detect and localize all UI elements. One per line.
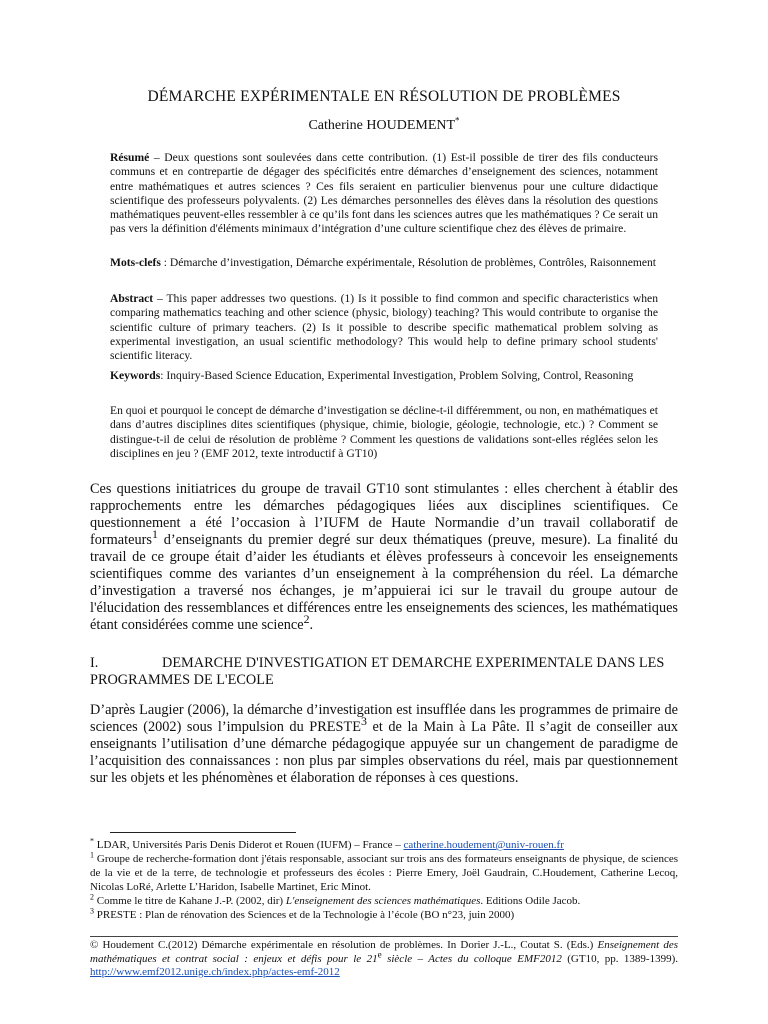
author-email-link[interactable]: catherine.houdement@univ-rouen.fr xyxy=(403,839,564,851)
footnote-2-book-title: L'enseignement des sciences mathématiques xyxy=(285,895,481,907)
paragraph-2-part-2: et de la Main à La Pâte. Il s’agit de conseiller aux enseignants l’utilisation d’une démarche pédagogique appuyée sur un changement de paradigme de l’acquisition des connaissances : non plus par simples observations du réel, mais par questionnement sur les objets et les phénomènes et élaboration de réponses à ces questions. xyxy=(90,719,678,786)
author-line xyxy=(0,115,768,134)
citation-text-2: (GT10, pp. 1389-1399). xyxy=(561,952,679,965)
footnote-star-mark: * xyxy=(90,836,94,846)
author-name: Catherine HOUDEMENT xyxy=(308,118,456,133)
citation-url-link[interactable]: http://www.emf2012.unige.ch/index.php/actes-emf-2012 xyxy=(90,966,340,978)
citation-italic-1: Enseignement des mathématiques et contrat social : enjeux et défis pour le 21 xyxy=(90,939,678,965)
citation-text-1: © Houdement C.(2012) Démarche expérimentale en résolution de problèmes. In Dorier J.-L., Coutat S. (Eds.) xyxy=(90,939,598,951)
intro-quote: En quoi et pourquoi le concept de démarche d’investigation se décline-t-il différemment, ou non, en mathématiques et dans d’autres disciplines dites scientifiques (physique, chimie, biologie, géologie, technologie, etc.) ? Comment se distingue-t-il de celui de résolution de problème ? Comment les questions de validations sont-elles réglées selon les disciplines en jeu ? (EMF 2012, texte introductif à GT10) xyxy=(110,404,658,460)
footnote-1-mark: 1 xyxy=(90,850,94,860)
footnote-star-text: LDAR, Universités Paris Denis Diderot et Rouen (IUFM) – France – xyxy=(94,839,404,851)
mots-clefs-text: : Démarche d’investigation, Démarche expérimentale, Résolution de problèmes, Contrôles, Raisonnement xyxy=(160,256,657,269)
resume-label: Résumé xyxy=(110,151,150,164)
abstract-label: Abstract xyxy=(110,292,154,305)
footnote-separator xyxy=(110,832,296,833)
section-heading-1 xyxy=(90,655,678,689)
author-footnote-mark: * xyxy=(455,115,460,126)
footnote-3 xyxy=(90,908,678,922)
citation-block xyxy=(90,939,678,980)
abstract-text: – This paper addresses two questions. (1) Is it possible to find common and specific characteristics when comparing mathematics teaching and other science (physic, biology) teaching? This would contribute to organise the scientific culture of primary teachers. (2) Is it possible to describe specific mathematical problem solving as experimental investigation, an usual scientific methodology? This would help to define primary school students' scientific literacy. xyxy=(110,292,658,363)
footnote-2-text-b: . Editions Odile Jacob. xyxy=(480,895,581,907)
mots-clefs-label: Mots-clefs xyxy=(110,256,161,269)
footnote-2-mark: 2 xyxy=(90,892,94,902)
footnote-2-text-a: Comme le titre de Kahane J.-P. (2002, dir) xyxy=(94,895,286,907)
paragraph-1-part-3: . xyxy=(309,617,314,633)
resume-paragraph xyxy=(110,151,658,237)
citation-separator xyxy=(90,936,678,937)
paragraph-1-part-2: d’enseignants du premier degré sur deux thématiques (preuve, mesure). La finalité du travail de ce groupe était d’aider les étudiants et élèves professeurs à concevoir les enseignements scientifiques comme des variantes d’un enseignement à la compréhension du réel. La démarche d’investigation a traversé nos échanges, je m’appuierai ici sur le travail du groupe autour de l'élucidation des ressemblances et différences entre les enseignements des sciences, les mathématiques étant considérées comme une science xyxy=(90,532,678,633)
paragraph-2 xyxy=(90,702,678,787)
keywords-paragraph xyxy=(110,369,658,383)
section-title: DEMARCHE D'INVESTIGATION ET DEMARCHE EXPERIMENTALE DANS LES PROGRAMMES DE L'ECOLE xyxy=(90,655,665,688)
footnote-star xyxy=(90,838,678,852)
footnote-ref-3[interactable]: 3 xyxy=(360,714,367,729)
resume-text: – Deux questions sont soulevées dans cette contribution. (1) Est-il possible de tirer des fils conducteurs communs et en contrepartie de dégager des spécificités entre démarches d’enseignement des sciences, notamment entre mathématiques et autres sciences ? Ces fils seraient en particulier bienvenus pour une culture didactique scientifique des professeurs polyvalents. (2) Les démarches personnelles des élèves dans la résolution des questions mathématiques peuvent-elles ressembler à ce qu’ils font dans les sciences autres que les mathématiques ? Ce serait un pas vers la définition d'éléments minimaux d’intégration d’une culture scientifique chez des élèves de primaire. xyxy=(110,151,658,236)
footnote-2 xyxy=(90,894,678,908)
abstract-paragraph xyxy=(110,292,658,363)
keywords-label: Keywords xyxy=(110,369,161,382)
footnote-ref-2[interactable]: 2 xyxy=(303,612,310,627)
footnote-3-text: PRESTE : Plan de rénovation des Sciences et de la Technologie à l’école (BO n°23, juin 2000) xyxy=(94,909,515,921)
footnote-ref-1[interactable]: 1 xyxy=(151,527,158,542)
footnote-1 xyxy=(90,852,678,894)
paragraph-1 xyxy=(90,481,678,634)
footnote-3-mark: 3 xyxy=(90,906,94,916)
citation-italic-2: siècle – Actes du colloque EMF2012 xyxy=(381,952,562,965)
mots-clefs-paragraph xyxy=(110,256,658,270)
footnote-1-text: Groupe de recherche-formation dont j'étais responsable, associant sur trois ans des formateurs enseignants de physique, de sciences de la vie et de la terre, de technologie et professeurs des écoles : Pierre Emery, Joël Gaudrain, C.Houdement, Catherine Lecoq, Nicolas LoRé, Arlette L’Haridon, Isabelle Martinet, Eric Minot. xyxy=(90,853,678,893)
paper-title: DÉMARCHE EXPÉRIMENTALE EN RÉSOLUTION DE PROBLÈMES xyxy=(147,88,621,105)
citation-sup: e xyxy=(377,948,382,959)
paragraph-2-part-1: D’après Laugier (2006), la démarche d’investigation est insufflée dans les programmes de primaire de sciences (2002) sous l’impulsion du PRESTE xyxy=(90,702,678,735)
section-number: I. xyxy=(90,655,99,671)
keywords-text: : Inquiry-Based Science Education, Experimental Investigation, Problem Solving, Control, Reasoning xyxy=(160,369,634,382)
paragraph-1-part-1: Ces questions initiatrices du groupe de travail GT10 sont stimulantes : elles cherchent à établir des rapprochements entre les démarches pédagogiques liées aux disciplines scientifiques. Ce questionnement a été l’occasion à l’IUFM de Haute Normandie d’un travail collaboratif de formateurs xyxy=(90,481,678,548)
